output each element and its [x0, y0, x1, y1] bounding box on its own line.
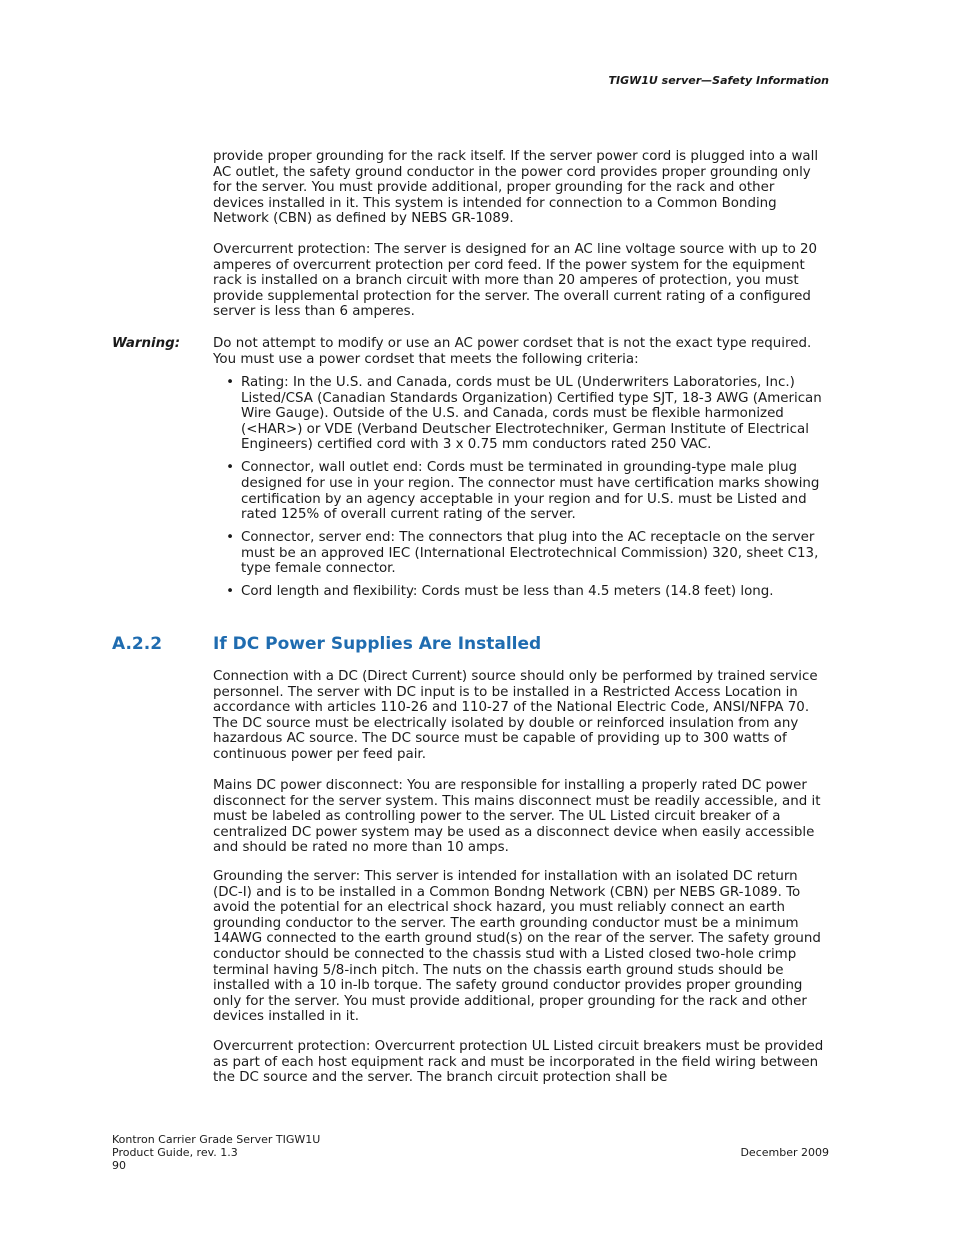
list-item-text: Rating: In the U.S. and Canada, cords must be UL (Underwriters Laboratories, Inc.) Listed/CSA (Canadian Standards Organization) Certified type SJT, 18-3 AWG (American Wire Gauge). Outside of the U.S. and Canada, cords must be flexible harmonized (<HAR>) or VDE (Verband Deutscher Electrotechniker, German Institute of Electrical Engineers) certified cord with 3 x 0.75 mm conductors rated 250 VAC.	[241, 375, 822, 453]
warning-text: Do not attempt to modify or use an AC power cordset that is not the exact type required. You must use a power cordset that meets the following criteria:	[213, 336, 812, 367]
footer-revision: Product Guide, rev. 1.3	[112, 1145, 238, 1159]
paragraph-ac-overcurrent: Overcurrent protection: The server is designed for an AC line voltage source with up to 20 amperes of overcurrent protection per cord feed. If the power system for the equipment rack is installed on a branch circuit with more than 20 amperes of protection, you must provide supplemental protection for the server. The overall current rating of a configured server is less than 6 amperes.	[213, 242, 818, 320]
bullet-icon: •	[226, 375, 234, 390]
bullet-icon: •	[226, 460, 234, 476]
paragraph-dc-overcurrent: Overcurrent protection: Overcurrent protection UL Listed circuit breakers must be provided as part of each host equipment rack and must be incorporated in the field wiring between the DC source and the server. The branch circuit protection shall be	[213, 1039, 824, 1086]
running-header: TIGW1U server—Safety Information	[608, 74, 829, 87]
section-number: A.2.2	[112, 634, 163, 654]
list-item	[213, 375, 829, 453]
paragraph-grounding-server: Grounding the server: This server is intended for installation with an isolated DC return (DC-I) and is to be installed in a Common Bondng Network (CBN) per NEBS GR-1089. To avoid the potential for an electrical shock hazard, you must reliably connect an earth grounding conductor to the server. The earth grounding conductor must be a minimum 14AWG connected to the earth ground stud(s) on the rear of the server. The safety ground conductor should be connected to the chassis stud with a Listed closed two-hole crimp terminal having 5/8-inch pitch. The nuts on the chassis earth ground studs should be installed with a 10 in-lb torque. The safety ground conductor provides proper grounding only for the server. You must provide additional, proper grounding for the rack and other devices installed in it.	[213, 869, 821, 1025]
bullet-icon: •	[226, 584, 234, 600]
paragraph-dc-disconnect: Mains DC power disconnect: You are responsible for installing a properly rated DC power disconnect for the server system. This mains disconnect must be readily accessible, and it must be labeled as controlling power to the server. The UL Listed circuit breaker of a centralized DC power system may be used as a disconnect device when easily accessible and should be rated no more than 10 amps.	[213, 778, 821, 856]
footer-date: December 2009	[740, 1146, 829, 1159]
page-number: 90	[112, 1158, 126, 1172]
list-item	[213, 460, 829, 522]
footer-left	[112, 1134, 320, 1172]
list-item-text: Cord length and flexibility: Cords must be less than 4.5 meters (14.8 feet) long.	[241, 584, 774, 600]
section-title: If DC Power Supplies Are Installed	[213, 634, 542, 654]
bullet-icon: •	[226, 530, 234, 546]
paragraph-rack-grounding: provide proper grounding for the rack itself. If the server power cord is plugged into a wall AC outlet, the safety ground conductor in the power cord provides proper grounding only for the server. You must provide additional, proper grounding for the rack and other devices installed in it. This system is intended for connection to a Common Bonding Network (CBN) as defined by NEBS GR-1089.	[213, 149, 819, 227]
footer-product-name: Kontron Carrier Grade Server TIGW1U	[112, 1133, 321, 1146]
cordset-criteria-list	[213, 375, 829, 607]
list-item-text: Connector, wall outlet end: Cords must be terminated in grounding-type male plug designed for use in your region. The connector must have certification marks showing certification by an agency acceptable in your region and for U.S. must be Listed and rated 125% of overall current rating of the server.	[241, 460, 820, 523]
list-item	[213, 584, 829, 600]
list-item	[213, 530, 829, 577]
warning-label: Warning:	[112, 336, 181, 351]
list-item-text: Connector, server end: The connectors that plug into the AC receptacle on the server must be an approved IEC (International Electrotechnical Commission) 320, sheet C13, type female connector.	[241, 530, 819, 577]
paragraph-dc-connection: Connection with a DC (Direct Current) source should only be performed by trained service personnel. The server with DC input is to be installed in a Restricted Access Location in accordance with articles 110-26 and 110-27 of the National Electric Code, ANSI/NFPA 70. The DC source must be electrically isolated by double or reinforced insulation from any hazardous AC source. The DC source must be capable of providing up to 300 watts of continuous power per feed pair.	[213, 669, 818, 762]
